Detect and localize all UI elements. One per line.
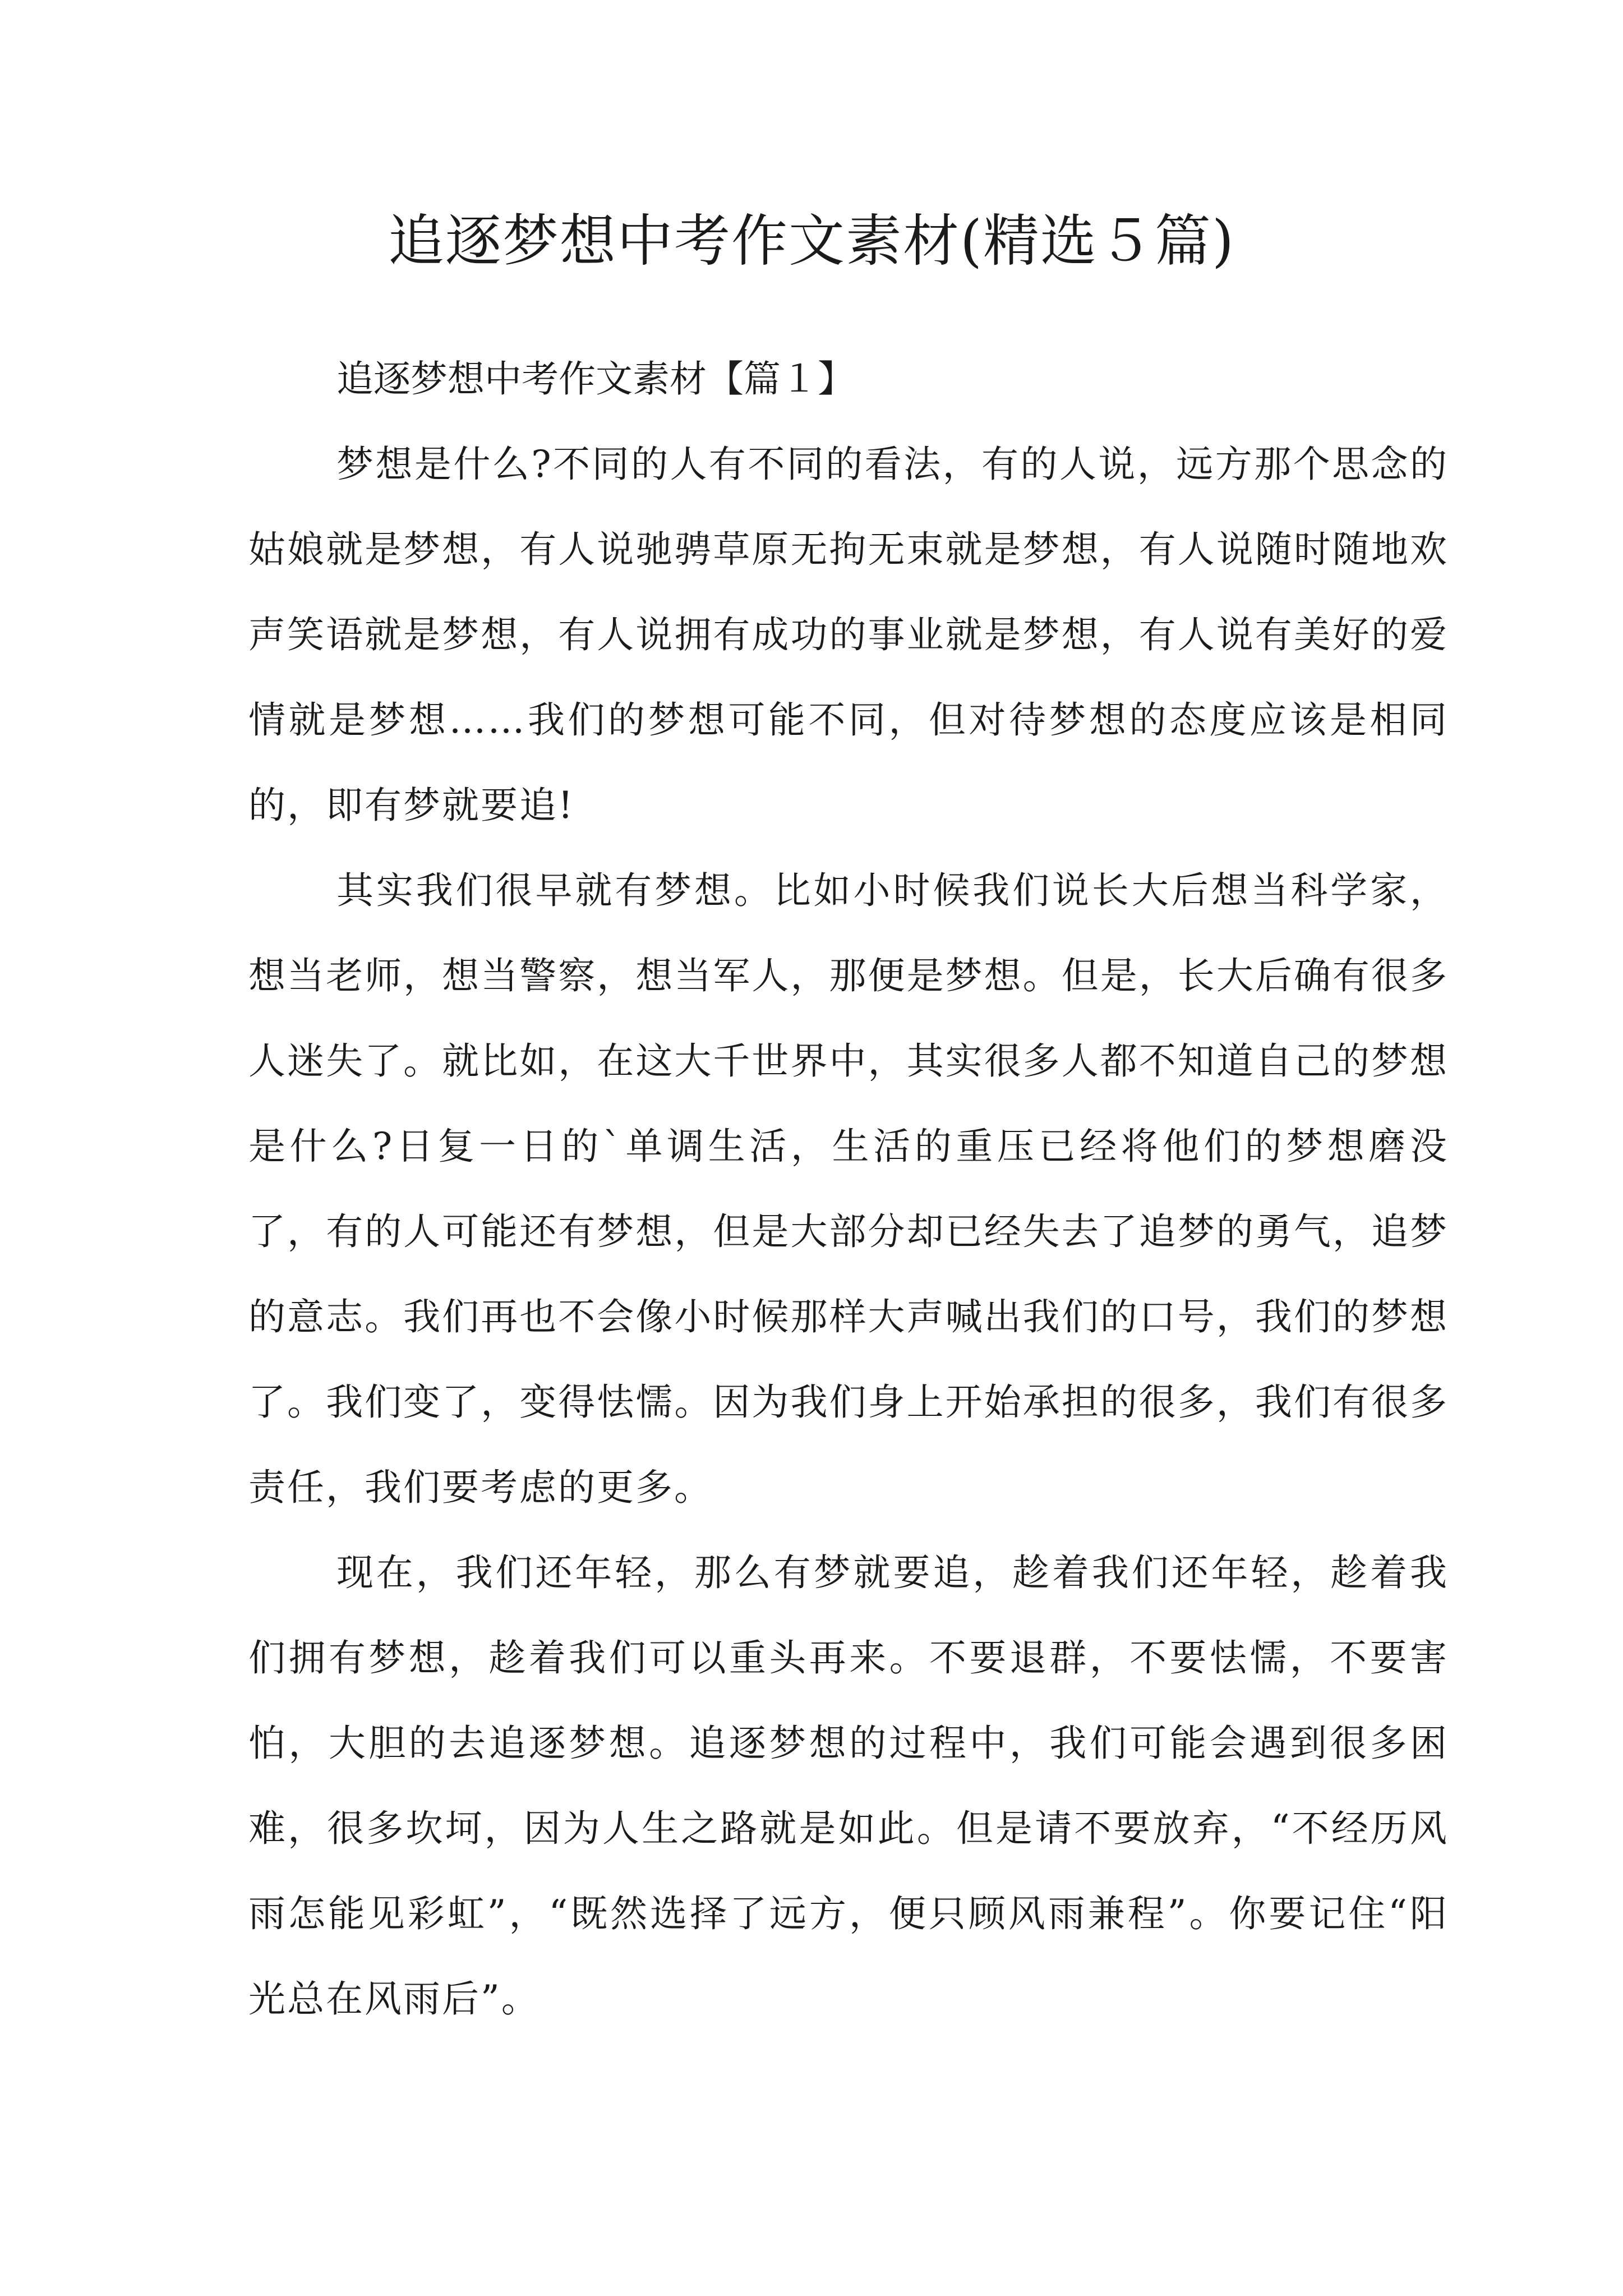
section-heading: 追逐梦想中考作文素材【篇１】	[336, 357, 855, 401]
paragraph: 梦想是什么?不同的人有不同的看法，有的人说，远方那个思念的姑娘就是梦想，有人说驰骋草原无拘无束就是梦想，有人说随时随地欢声笑语就是梦想，有人说拥有成功的事业就是梦想，有人说有美好的爱情就是梦想……我们的梦想可能不同，但对待梦想的态度应该是相同的，即有梦就要追!	[248, 443, 1449, 827]
document-body	[248, 337, 1449, 2042]
paragraph: 其实我们很早就有梦想。比如小时候我们说长大后想当科学家，想当老师，想当警察，想当军人，那便是梦想。但是，长大后确有很多人迷失了。就比如，在这大千世界中，其实很多人都不知道自己的梦想是什么?日复一日的`单调生活，生活的重压已经将他们的梦想磨没了，有的人可能还有梦想，但是大部分却已经失去了追梦的勇气，追梦的意志。我们再也不会像小时候那样大声喊出我们的口号，我们的梦想了。我们变了，变得怯懦。因为我们身上开始承担的很多，我们有很多责任，我们要考虑的更多。	[248, 869, 1449, 1509]
paragraph: 现在，我们还年轻，那么有梦就要追，趁着我们还年轻，趁着我们拥有梦想，趁着我们可以重头再来。不要退群，不要怯懦，不要害怕，大胆的去追逐梦想。追逐梦想的过程中，我们可能会遇到很多困难，很多坎坷，因为人生之路就是如此。但是请不要放弃，“不经历风雨怎能见彩虹”，“既然选择了远方，便只顾风雨兼程”。你要记住“阳光总在风雨后”。	[248, 1551, 1449, 2021]
document-title: 追逐梦想中考作文素材(精选５篇)	[388, 208, 1235, 274]
